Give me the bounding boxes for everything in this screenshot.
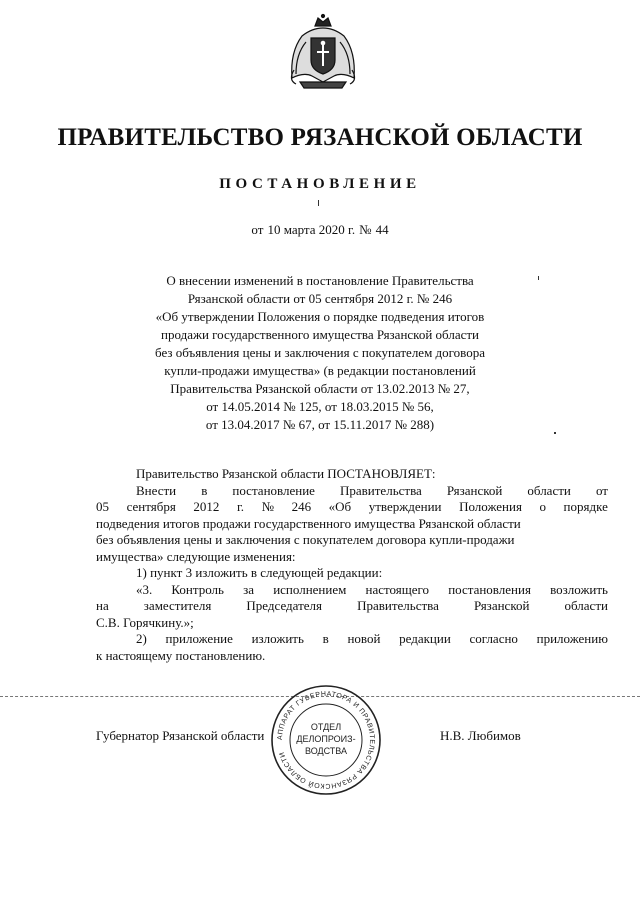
word: Внести <box>136 482 177 498</box>
document-type: ПОСТАНОВЛЕНИЕ <box>219 176 421 192</box>
stamp-center-line: ОТДЕЛ <box>310 722 342 732</box>
date-prefix: от <box>251 222 264 237</box>
resolution-intro: Правительство Рязанской области ПОСТАНОВЛЯЕТ: <box>136 466 436 481</box>
word: 2012 <box>193 499 220 514</box>
word: в <box>201 482 208 498</box>
word: Рязанской <box>473 598 530 613</box>
word: постановление <box>232 482 315 498</box>
document-date: 10 марта 2020 г. <box>267 222 356 237</box>
subject-line: продажи государственного имущества Рязанской области <box>161 327 479 342</box>
quote-line <box>96 582 608 599</box>
word: на <box>96 598 109 613</box>
word: Контроль <box>171 581 224 597</box>
subject-line: без объявления цены и заключения с покупателем договора <box>155 345 485 360</box>
paragraph-line <box>96 499 608 516</box>
paragraph-line: подведения итогов продажи государственного имущества Рязанской области <box>96 515 521 531</box>
word: возложить <box>550 581 608 597</box>
scan-speck <box>538 276 539 280</box>
quote-line: С.В. Горячкину.»; <box>96 614 194 630</box>
stamp-center-line: ВОДСТВА <box>304 746 348 756</box>
list-item-1: 1) пункт 3 изложить в следующей редакции: <box>136 565 383 580</box>
paragraph-line: имущества» следующие изменения: <box>96 548 296 564</box>
document-subject <box>110 272 530 434</box>
word: в <box>322 631 329 646</box>
stamp-center-line: ДЕЛОПРОИЗ- <box>296 734 356 744</box>
word: № <box>261 499 275 514</box>
word: г. <box>236 499 245 514</box>
word: 246 <box>291 499 312 514</box>
paragraph-line: к настоящему постановлению. <box>96 647 266 663</box>
word: порядке <box>563 499 608 514</box>
signatory-position: Губернатор Рязанской области <box>96 728 265 743</box>
word: Положения <box>459 499 522 514</box>
word: области <box>564 598 608 613</box>
subject-line: О внесении изменений в постановление Правительства <box>166 273 474 288</box>
word: согласно <box>469 631 518 646</box>
signatory-name: Н.В. Любимов <box>440 728 521 743</box>
organization-title: ПРАВИТЕЛЬСТВО РЯЗАНСКОЙ ОБЛАСТИ <box>57 124 583 151</box>
list-item-2 <box>96 631 608 648</box>
stamp-ring-text: АППАРАТ ГУБЕРНАТОРА И ПРАВИТЕЛЬСТВА РЯЗАНСКОЙ ОБЛАСТИ <box>276 690 376 790</box>
word: области <box>527 482 571 498</box>
quote-line <box>96 598 608 615</box>
paragraph-line: без объявления цены и заключения с покупателем договора купли-продажи <box>96 532 515 547</box>
paragraph-line <box>96 483 608 500</box>
document-date-line <box>0 222 640 238</box>
word: изложить <box>251 631 304 646</box>
subject-line: купли-продажи имущества» (в редакции постановлений <box>164 363 476 378</box>
word: от <box>595 482 608 498</box>
word: настоящего <box>365 581 430 597</box>
word: заместителя <box>143 598 212 613</box>
word: за <box>243 581 255 597</box>
word: приложению <box>536 631 608 646</box>
subject-line: «Об утверждении Положения о порядке подведения итогов <box>155 309 485 324</box>
scan-speck <box>554 432 556 434</box>
word: постановления <box>448 581 531 597</box>
subject-line: от 13.04.2017 № 67, от 15.11.2017 № 288) <box>205 417 435 432</box>
subject-line: от 14.05.2014 № 125, от 18.03.2015 № 56, <box>206 399 434 414</box>
scan-speck <box>318 200 319 206</box>
document-number: 44 <box>375 222 389 237</box>
subject-line: Правительства Рязанской области от 13.02.2013 № 27, <box>170 381 470 396</box>
word: 2) <box>136 631 147 646</box>
word: о <box>539 499 546 514</box>
word: исполнением <box>273 581 347 597</box>
word: сентября <box>126 499 176 514</box>
coat-of-arms-emblem <box>282 12 364 94</box>
word: «3. <box>136 581 153 597</box>
word: Правительства <box>357 598 439 613</box>
word: 05 <box>96 499 109 514</box>
word: Рязанской <box>446 482 503 498</box>
word: редакции <box>399 631 451 646</box>
office-stamp <box>268 682 384 798</box>
word: «Об <box>328 499 352 514</box>
word: приложение <box>165 631 233 646</box>
word: новой <box>347 631 381 646</box>
number-sign: № <box>359 222 372 237</box>
word: Правительства <box>340 482 422 498</box>
word: Председателя <box>246 598 323 613</box>
subject-line: Рязанской области от 05 сентября 2012 г. № 246 <box>187 291 453 306</box>
document-body <box>96 466 608 664</box>
word: утверждении <box>368 499 442 514</box>
